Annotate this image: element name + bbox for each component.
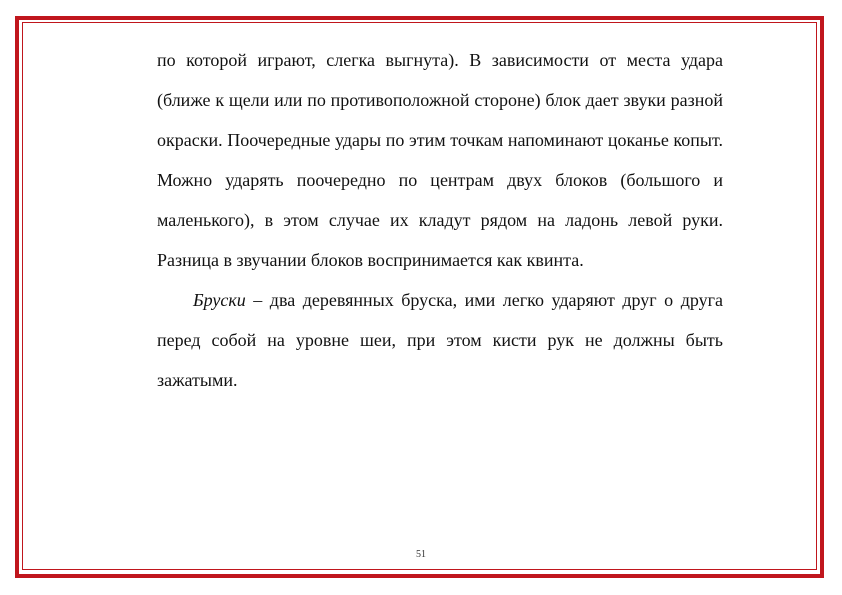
- paragraph-2: [157, 280, 723, 400]
- term-bruski: Бруски: [193, 290, 246, 310]
- paragraph-1: по которой играют, слегка выгнута). В зависимости от места удара (ближе к щели или по противоположной стороне) блок дает звуки разной окраски. Поочередные удары по этим точкам напоминают цоканье копыт. Можно ударять поочередно по центрам двух блоков (большого и маленького), в этом случае их кладут рядом на ладонь левой руки. Разница в звучании блоков воспринимается как квинта.: [157, 50, 723, 270]
- page-number: 51: [416, 549, 426, 560]
- paragraph-2-text: – два деревянных бруска, ими легко ударяют друг о друга перед собой на уровне шеи, при этом кисти рук не должны быть зажатыми.: [157, 290, 723, 390]
- body-text: [157, 40, 723, 400]
